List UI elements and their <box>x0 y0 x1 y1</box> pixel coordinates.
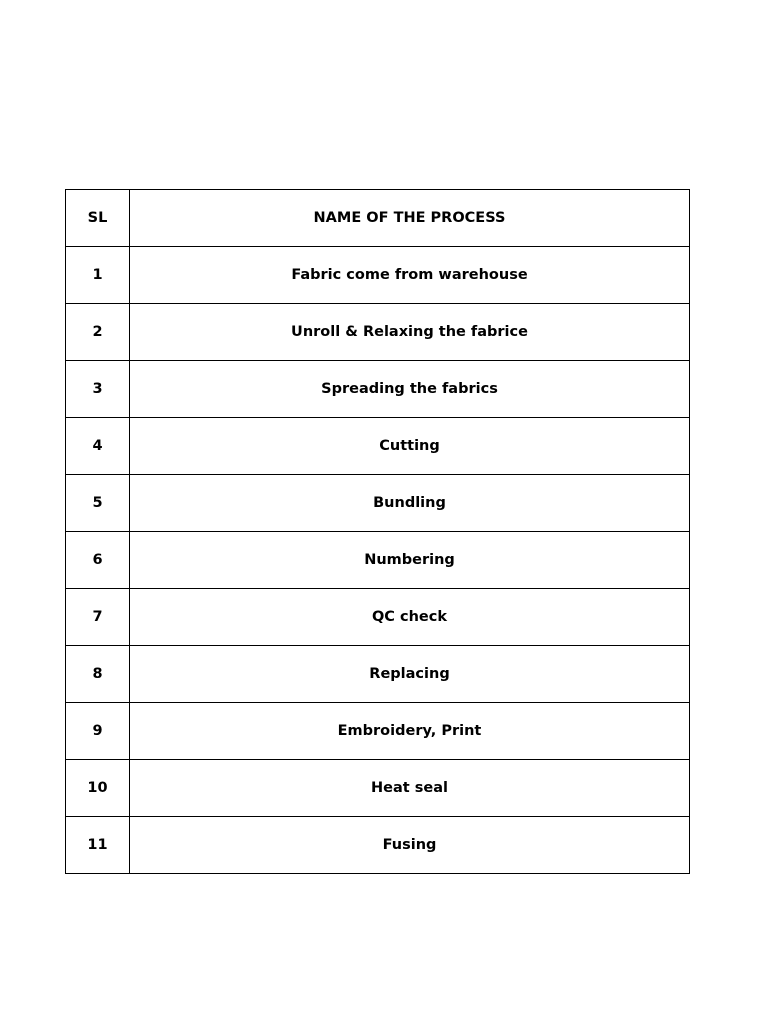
table-row <box>66 532 690 589</box>
cell-process-name: Fabric come from warehouse <box>130 247 690 304</box>
cell-sl: 6 <box>66 532 130 589</box>
cell-sl: 9 <box>66 703 130 760</box>
cell-sl: 10 <box>66 760 130 817</box>
table-row <box>66 475 690 532</box>
table-row <box>66 361 690 418</box>
table-row <box>66 703 690 760</box>
table-row <box>66 247 690 304</box>
cell-sl: 4 <box>66 418 130 475</box>
cell-process-name: Embroidery, Print <box>130 703 690 760</box>
cell-process-name: Heat seal <box>130 760 690 817</box>
cell-process-name: Replacing <box>130 646 690 703</box>
cell-process-name: Fusing <box>130 817 690 874</box>
cell-process-name: Cutting <box>130 418 690 475</box>
cell-process-name: QC check <box>130 589 690 646</box>
cell-process-name: Unroll & Relaxing the fabrice <box>130 304 690 361</box>
table-row <box>66 589 690 646</box>
cell-process-name: Numbering <box>130 532 690 589</box>
cell-sl: 3 <box>66 361 130 418</box>
cell-process-name: Bundling <box>130 475 690 532</box>
cell-sl: 7 <box>66 589 130 646</box>
cell-sl: 5 <box>66 475 130 532</box>
cell-sl: 11 <box>66 817 130 874</box>
table-row <box>66 646 690 703</box>
header-process-name: NAME OF THE PROCESS <box>130 190 690 247</box>
cell-sl: 1 <box>66 247 130 304</box>
table-row <box>66 418 690 475</box>
process-table <box>65 189 690 874</box>
cell-sl: 8 <box>66 646 130 703</box>
table-row <box>66 817 690 874</box>
cell-process-name: Spreading the fabrics <box>130 361 690 418</box>
table-header-row <box>66 190 690 247</box>
table-row <box>66 760 690 817</box>
cell-sl: 2 <box>66 304 130 361</box>
header-sl: SL <box>66 190 130 247</box>
table-row <box>66 304 690 361</box>
